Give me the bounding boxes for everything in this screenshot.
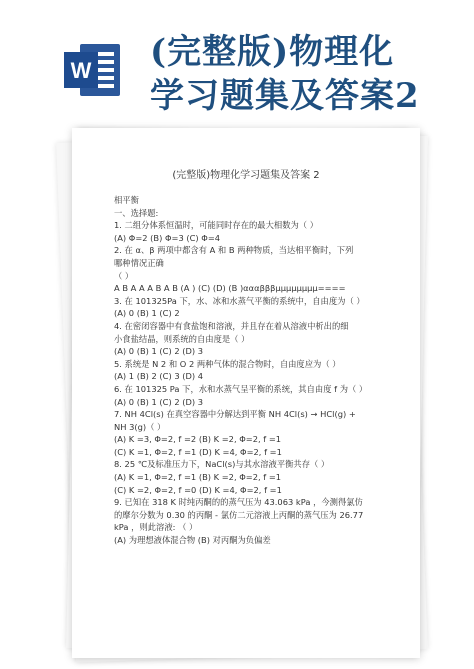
text-line: 相平衡 bbox=[114, 195, 139, 205]
text-line: 的摩尔分数为 0.30 的丙酮 - 氯仿二元溶液上丙酮的蒸气压为 26.77 bbox=[114, 509, 364, 520]
text-line: 1. 二组分体系恒温时，可能同时存在的最大相数为（ ） bbox=[114, 220, 319, 231]
text-line: 3. 在 101325Pa 下，水、冰和水蒸气平衡的系统中，自由度为（ ） bbox=[114, 295, 365, 306]
text-line: 9. 已知在 318 K 时纯丙酮的的蒸气压为 43.063 kPa ，今测得氯仿 bbox=[114, 497, 363, 508]
text-line: 哪种情况正确 bbox=[114, 257, 164, 268]
text-line: 5. 系统是 N 2 和 O 2 两种气体的混合物时，自由度应为（ ） bbox=[114, 358, 341, 369]
page-title: (完整版)物理化学习题集及答案 2 bbox=[172, 170, 320, 181]
text-line: 2. 在 α、β 两项中都含有 A 和 B 两种物质，当达相平衡时，下列 bbox=[114, 245, 354, 256]
document-title-line-2: 学习题集及答案2 bbox=[150, 76, 420, 116]
text-line: (A) 0 (B) 1 (C) 2 bbox=[114, 308, 180, 319]
text-line: (C) K =2, Φ=2, f =0 (D) K =4, Φ=2, f =1 bbox=[114, 484, 282, 495]
word-document-icon bbox=[60, 38, 124, 102]
text-line: (A) K =1, Φ=2, f =1 (B) K =2, Φ=2, f =1 bbox=[114, 472, 282, 483]
text-line: (A) 0 (B) 1 (C) 2 (D) 3 bbox=[114, 396, 204, 407]
text-line: NH 3(g)（ ） bbox=[114, 421, 166, 432]
document-title-line-1: (完整版)物理化 bbox=[150, 32, 395, 72]
text-line: （ ） bbox=[114, 270, 134, 281]
header bbox=[0, 0, 474, 120]
text-line: (C) K =1, Φ=2, f =1 (D) K =4, Φ=2, f =1 bbox=[114, 446, 282, 457]
text-line: 7. NH 4Cl(s) 在真空容器中分解达到平衡 NH 4Cl(s) → HCl(g) + bbox=[114, 409, 356, 420]
text-line: (A) 为理想液体混合物 (B) 对丙酮为负偏差 bbox=[114, 535, 271, 546]
text-line: A B A A A B A B (A ) (C) (D) (B )αααβββμμμμμμμμ==== bbox=[114, 283, 346, 294]
text-line: kPa ，则此溶液: （ ） bbox=[114, 522, 198, 533]
text-line: 6. 在 101325 Pa 下，水和水蒸气呈平衡的系统，其自由度 f 为（ ） bbox=[114, 383, 368, 394]
text-line: 8. 25 ℃及标准压力下，NaCl(s)与其水溶液平衡共存（ ） bbox=[114, 459, 330, 470]
document-page bbox=[72, 128, 420, 658]
text-line: (A) 1 (B) 2 (C) 3 (D) 4 bbox=[114, 371, 204, 382]
page-content bbox=[114, 194, 404, 547]
text-line: 4. 在密闭容器中有食盐饱和溶液，并且存在着从溶液中析出的细 bbox=[114, 320, 349, 331]
text-line: 小食盐结晶，则系统的自由度是（ ） bbox=[114, 333, 250, 344]
document-title bbox=[150, 30, 420, 118]
text-line: (A) 0 (B) 1 (C) 2 (D) 3 bbox=[114, 346, 204, 357]
text-line: (A) Φ=2 (B) Φ=3 (C) Φ=4 bbox=[114, 232, 221, 243]
text-line: (A) K =3, Φ=2, f =2 (B) K =2, Φ=2, f =1 bbox=[114, 434, 282, 445]
text-line: 一、选择题: bbox=[114, 207, 159, 218]
word-icon-letter: W bbox=[70, 58, 92, 83]
